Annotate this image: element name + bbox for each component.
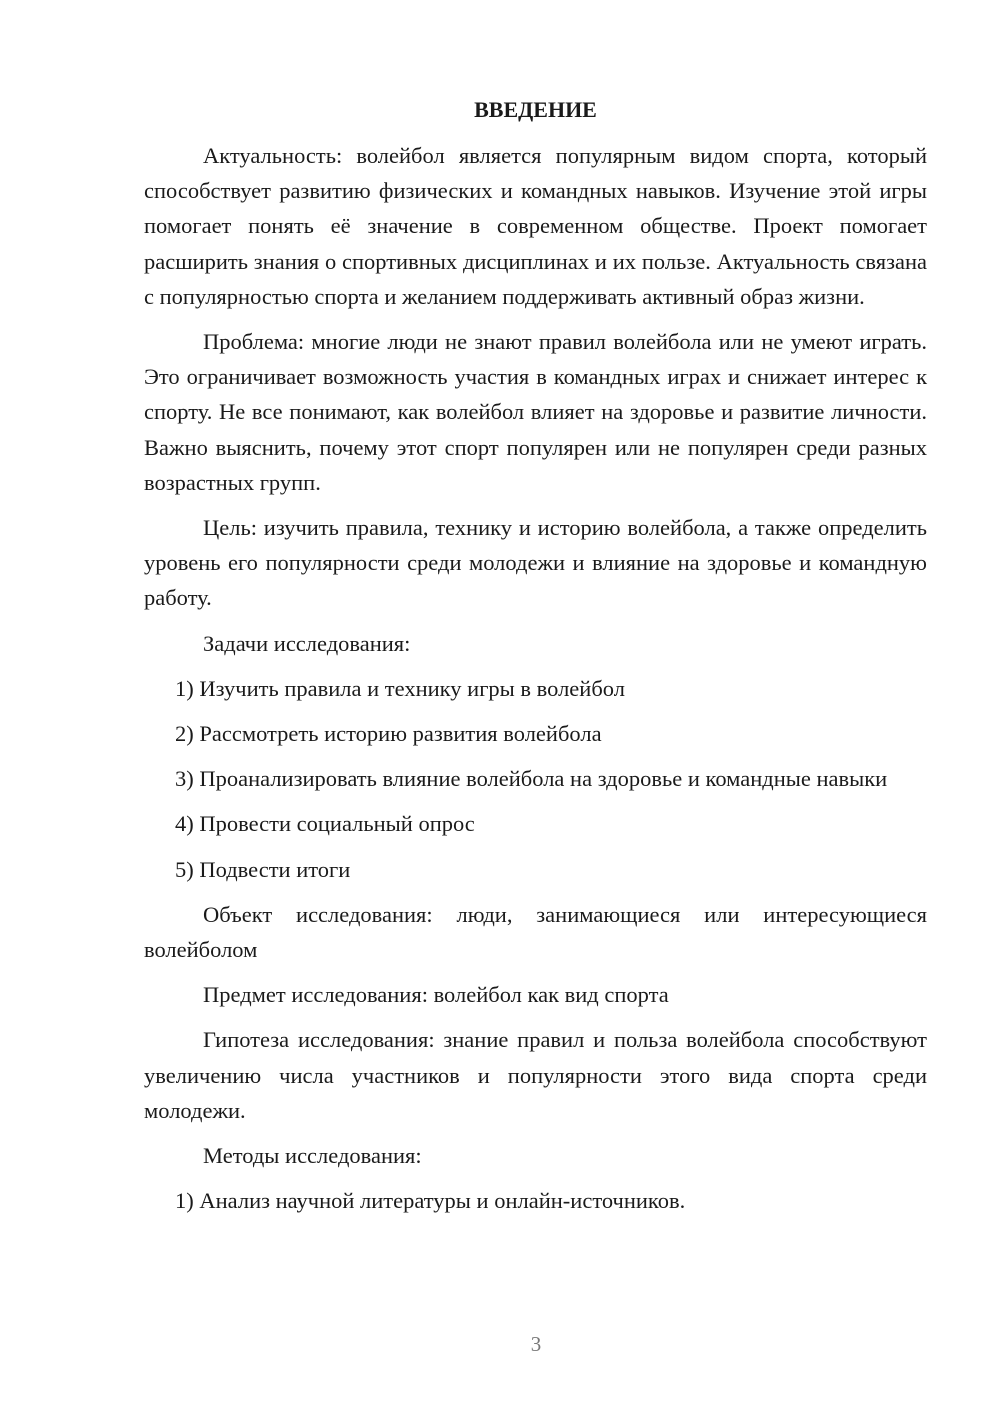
hypothesis-paragraph: Гипотеза исследования: знание правил и польза волейбола способствуют увеличению числа участников и популярности этого вида спорта среди молодежи. — [144, 1027, 927, 1123]
document-body — [144, 92, 927, 1228]
goal-paragraph: Цель: изучить правила, технику и историю волейбола, а также определить уровень его популярности среди молодежи и влияние на здоровье и командную работу. — [144, 515, 927, 611]
relevance-paragraph: Актуальность: волейбол является популярным видом спорта, который способствует развитию физических и командных навыков. Изучение этой игры помогает понять её значение в современном обществе. Проект помогает расширить знания о спортивных дисциплинах и их пользе. Актуальность связана с популярностью спорта и желанием поддерживать активный образ жизни. — [144, 143, 927, 309]
task-item-4: 4) Провести социальный опрос — [175, 811, 475, 837]
methods-heading: Методы исследования: — [203, 1143, 422, 1169]
task-item-1: 1) Изучить правила и технику игры в волейбол — [175, 675, 625, 701]
section-title: ВВЕДЕНИЕ — [474, 97, 597, 122]
page-number: 3 — [530, 1332, 542, 1356]
task-item-3: 3) Проанализировать влияние волейбола на здоровье и командные навыки — [175, 766, 888, 792]
method-item-1: 1) Анализ научной литературы и онлайн-источников. — [175, 1188, 686, 1214]
task-item-2: 2) Рассмотреть историю развития волейбола — [175, 721, 602, 747]
problem-paragraph: Проблема: многие люди не знают правил волейбола или не умеют играть. Это ограничивает возможность участия в командных играх и снижает интерес к спорту. Не все понимают, как волейбол влияет на здоровье и развитие личности. Важно выяснить, почему этот спорт популярен или не популярен среди разных возрастных групп. — [144, 329, 927, 495]
task-item-5: 5) Подвести итоги — [175, 856, 351, 882]
tasks-heading: Задачи исследования: — [203, 630, 411, 656]
subject-paragraph: Предмет исследования: волейбол как вид спорта — [203, 982, 669, 1008]
object-paragraph: Объект исследования: люди, занимающиеся или интересующиеся волейболом — [144, 901, 927, 963]
